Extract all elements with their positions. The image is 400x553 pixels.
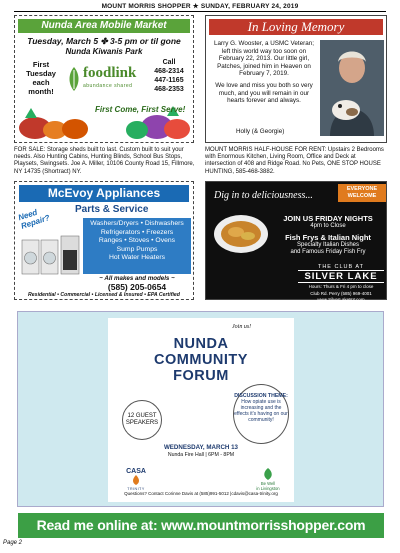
logo-top: THE CLUB AT — [317, 264, 365, 270]
person-with-dog-photo — [320, 40, 384, 136]
casa-sub: TRINITY — [127, 487, 145, 491]
memorial-body: Larry G. Wooster, a USMC Veteran; left this world way too soon on February 22, 2013. Our little girl, Patches, joined him in Heaven on February 7, 2019. — [214, 40, 314, 78]
be-well-logo — [250, 468, 286, 491]
service-item: Ranges • Stoves • Ovens — [98, 237, 176, 245]
welcome-badge: EVERYONE WELCOME — [338, 184, 386, 202]
mcevoy-title: McEvoy Appliances — [19, 185, 189, 202]
market-date: Tuesday, March 5 — [27, 36, 99, 46]
forum-place: Nunda Fire Hall | 6PM - 8PM — [167, 452, 235, 458]
flame-icon — [130, 475, 142, 485]
discussion-circle — [233, 384, 289, 444]
page-number: Page 2 — [3, 540, 23, 546]
forum-title-line: FORUM — [173, 368, 229, 384]
memorial-body-2: We love and miss you both so very much, and you will remain in our hearts forever and always. — [215, 81, 313, 105]
mcevoy-subtitle: Parts & Service — [75, 204, 149, 215]
plate-of-food-photo — [212, 208, 270, 256]
appliances-illustration — [21, 234, 81, 276]
famous-fish: and Famous Friday Fish Fry — [290, 249, 366, 255]
market-place: Nunda Kiwanis Park — [65, 47, 143, 56]
market-slogan: First Come, First Serve! — [95, 105, 186, 114]
memorial-signature: Holly (& Georgie) — [236, 128, 285, 135]
star-icon: ✤ — [100, 36, 110, 46]
club-details — [272, 214, 384, 256]
be-well-name: Be Well — [260, 481, 276, 486]
club-ad — [205, 181, 387, 300]
mcevoy-phone: (585) 205-0654 — [107, 282, 167, 292]
service-item: Sump Pumps — [116, 245, 158, 253]
mcevoy-contact — [83, 275, 191, 291]
join-us: Join us! — [232, 324, 252, 330]
leaf-icon — [261, 468, 275, 480]
mobile-market-ad — [14, 15, 194, 143]
services-list — [83, 218, 191, 274]
header-divider — [14, 11, 386, 12]
memorial-ad — [205, 15, 387, 143]
first-tuesday-line: Tuesday — [26, 69, 56, 78]
forum-date: WEDNESDAY, MARCH 13 — [163, 444, 239, 451]
club-hours: Hours: Thurs & Fri 4 pm to close — [308, 284, 374, 289]
memorial-text — [212, 40, 316, 105]
friday-time: 4pm to Close — [310, 223, 346, 229]
mcevoy-footer: Residential • Commercial • Licensed & Insured • EPA Certified — [28, 292, 180, 298]
need-repair: Need Repair? — [17, 207, 51, 231]
logo-name: SILVER LAKE — [298, 270, 384, 283]
community-forum-ad — [17, 311, 384, 507]
guest-line: SPEAKERS — [125, 420, 159, 426]
foodlink-logo — [67, 64, 143, 94]
classified-for-rent: MOUNT MORRIS HALF-HOUSE FOR RENT: Upstairs 2 Bedrooms with Enormous Kitchen, Living Room, Office and Deck at intersection of 408 and Ridge Road. No Pets, ONE STOP HOUSE HUNTING, 585-468-3882. — [205, 147, 384, 175]
forum-contact: Questions? Contact Corinne Davis at (585)991-5012 |cdavis@casa-trinity.org — [124, 491, 278, 496]
discussion-theme: How opiate use is increasing and the effects it's having on our community! — [234, 399, 288, 423]
foodlink-word: foodlink — [83, 65, 137, 81]
casa-name: CASA — [126, 468, 146, 475]
market-title: Nunda Area Mobile Market — [18, 19, 190, 33]
dig-in-heading: Dig in to deliciousness... — [214, 190, 313, 201]
club-website: www.SilverLakeNY.com — [317, 297, 365, 302]
memorial-title: In Loving Memory — [209, 19, 383, 35]
classified-for-sale: FOR SALE: Storage sheds built to last. Custom built to suit your needs. Also Hunting Cabins, Hunting Blinds, School Bus Stops, Playsets, Swingsets. Joe A. Miller, 10106 County Road 15, Fillmore, NY 14735 (Shortract) NY. — [14, 147, 195, 175]
foodlink-sub: abundance shared — [83, 83, 133, 89]
forum-title — [108, 336, 294, 384]
market-date-line — [15, 36, 193, 47]
market-time: 3-5 pm or til gone — [109, 36, 181, 46]
discussion-heading: DISCUSSION THEME: — [234, 393, 288, 399]
fish-fry: Fish Frys & Italian Night — [285, 233, 371, 242]
memorial-photo — [320, 40, 384, 136]
be-well-sub: in Livingston — [256, 486, 280, 491]
service-item: Refrigerators • Freezers — [100, 228, 174, 236]
first-tuesday-line: First — [32, 60, 50, 69]
first-tuesday-note — [19, 60, 63, 96]
mcevoy-ad — [14, 181, 194, 300]
first-tuesday-line: each — [32, 78, 50, 87]
first-tuesday-line: month! — [28, 87, 54, 96]
page-header: MOUNT MORRIS SHOPPER ★ SUNDAY, FEBRUARY 24, 2019 — [101, 3, 299, 10]
casa-trinity-logo — [116, 468, 156, 491]
service-item: Hot Water Heaters — [108, 254, 166, 262]
models-note: ~ All makes and models ~ — [99, 275, 175, 282]
market-phones — [147, 58, 191, 94]
read-online-banner[interactable]: Read me online at: www.mountmorrisshopper.com — [18, 513, 384, 538]
forum-card — [108, 318, 294, 502]
phone-number: 468-2314 — [154, 68, 184, 75]
leaf-icon — [67, 66, 81, 92]
phone-number: 447-1165 — [154, 77, 184, 84]
forum-title-line: COMMUNITY — [154, 352, 248, 368]
guest-line: 12 GUEST — [127, 413, 157, 419]
silver-lake-logo — [298, 264, 384, 303]
phone-number: 468-2353 — [154, 86, 184, 93]
club-address: Club Rd. Perry (585) 969-4001 — [310, 290, 372, 296]
friday-nights: JOIN US FRIDAY NIGHTS — [283, 214, 373, 223]
guest-speakers-circle — [122, 400, 162, 440]
service-item: Washers/Dryers • Dishwashers — [90, 220, 184, 227]
specialty: Specialty Italian Dishes — [296, 242, 360, 248]
forum-title-line: NUNDA — [173, 336, 229, 352]
call-label: Call — [162, 59, 176, 66]
